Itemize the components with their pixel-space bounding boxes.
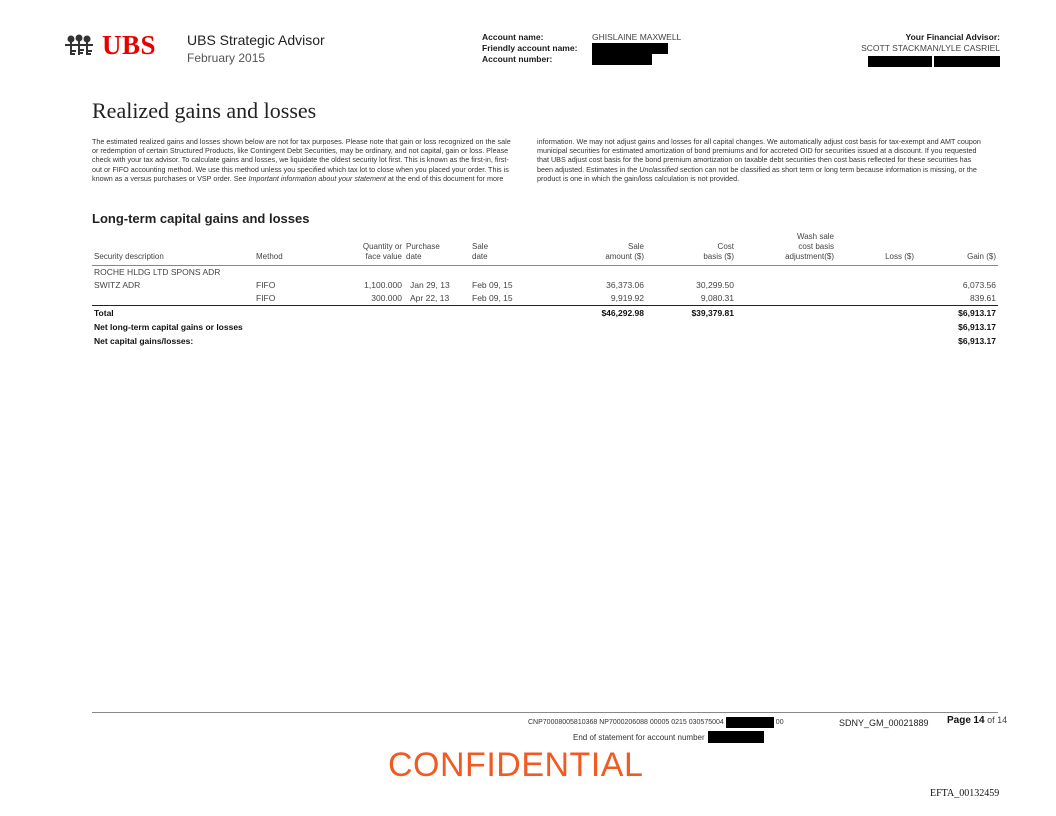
redaction-bar — [708, 731, 764, 743]
cell-quantity: 300.000 — [371, 293, 402, 303]
cell-wash — [736, 292, 836, 306]
intro-left-italic: Important information about your statement — [248, 173, 386, 183]
col-wash-1: Wash sale — [796, 232, 834, 241]
cell-security: SWITZ ADR — [94, 280, 141, 290]
cell-quantity: 1,100.000 — [364, 280, 402, 290]
col-sale-amt-1: Sale — [627, 242, 644, 251]
table-header-row — [92, 232, 998, 266]
col-cost — [646, 232, 736, 266]
col-gain: Gain ($) — [916, 232, 998, 266]
net-long-term-label: Net long-term capital gains or losses — [94, 321, 243, 332]
net-capital-row — [92, 334, 998, 348]
bates-number: SDNY_GM_00021889 — [839, 718, 929, 728]
advisor-label: Your Financial Advisor: — [905, 32, 1000, 42]
cell-sale-date: Feb 09, 15 — [472, 280, 513, 290]
confidential-stamp: CONFIDENTIAL — [388, 746, 644, 784]
cell-method: FIFO — [256, 293, 276, 303]
advisor-block — [861, 32, 1000, 67]
col-purchase-1: Purchase — [406, 242, 440, 251]
statement-period: February 2015 — [187, 51, 266, 65]
intro-left-end: at the end of this document for more — [387, 173, 504, 183]
redaction-bar — [592, 54, 652, 65]
page-number: 14 — [973, 715, 985, 726]
account-name-label: Account name: — [482, 32, 544, 42]
intro-right-text: information. We may not adjust gains and losses for all capital changes. We automatically adjust cost basis for tax-exempt and AMT coupon municipal securities for estimated amortization of bond premiums and for accreted OID for securities issued at a discount. If you requested that UBS adjust cost basis for the bond premium amortization on taxable debt securities then cost basis reflected for these securities has been adjusted. Estimates in the — [537, 137, 981, 174]
redaction-bar — [934, 56, 1000, 67]
cell-security — [92, 292, 254, 306]
ubs-logo — [62, 30, 156, 61]
intro-left-text: The estimated realized gains and losses shown below are not for tax purposes. Please note that gain or loss recognized on the sale or redemption of certain Structured Products, like Contingent Debt Securities, may be ordinary, and not capital, gain or loss. Please check with your tax advisor. To calculate gains and losses, we liquidate the oldest security lot first. This is known as the first-in, first-out or FIFO accounting method. We use this method unless you specified which tax lot to close when you placed your order. This is known as a versus purchases or VSP order. See — [92, 137, 511, 183]
cell-loss — [836, 292, 916, 306]
col-purchase — [404, 232, 470, 266]
table-row — [92, 279, 998, 292]
col-sale-amount — [536, 232, 646, 266]
statement-code-tail: 00 — [775, 719, 784, 726]
intro-right-end: section can not be classified as short term or long term because information is missing, or the product is one in which the gain/loss calculation is not provided. — [537, 164, 977, 183]
section-title: Long-term capital gains and losses — [92, 211, 310, 226]
col-loss: Loss ($) — [836, 232, 916, 266]
intro-right — [537, 137, 989, 183]
total-label: Total — [92, 306, 254, 321]
col-security: Security description — [92, 232, 254, 266]
logo-text: UBS — [102, 30, 157, 60]
col-cost-2: basis ($) — [703, 252, 734, 261]
end-of-statement-text: End of statement for account number — [573, 732, 705, 742]
col-wash-2: cost basis — [798, 242, 834, 251]
col-purchase-2: date — [406, 252, 422, 261]
col-sale-1: Sale — [472, 242, 489, 251]
col-sale-2: date — [472, 252, 488, 261]
end-of-statement — [573, 731, 764, 743]
col-method: Method — [254, 232, 314, 266]
friendly-name-label: Friendly account name: — [482, 43, 578, 53]
cell-purchase: Jan 29, 13 — [410, 280, 450, 290]
product-name: UBS Strategic Advisor — [187, 32, 325, 48]
col-wash — [736, 232, 836, 266]
cell-gain: 6,073.56 — [962, 280, 996, 290]
cell-method: FIFO — [256, 280, 276, 290]
col-quantity-2: face value — [365, 252, 402, 261]
efta-id: EFTA_00132459 — [930, 788, 1000, 799]
cell-sale-amount: 36,373.06 — [606, 280, 644, 290]
col-quantity — [314, 232, 404, 266]
net-long-term-row — [92, 320, 998, 334]
statement-code — [528, 717, 784, 728]
security-name-line1: ROCHE HLDG LTD SPONS ADR — [94, 267, 221, 277]
cell-purchase: Apr 22, 13 — [410, 293, 450, 303]
cell-wash — [736, 279, 836, 292]
footer-divider — [92, 712, 998, 713]
cell-gain: 839.61 — [970, 293, 996, 303]
page-indicator — [947, 715, 1007, 726]
redaction-bar — [726, 717, 774, 728]
account-block — [482, 32, 681, 65]
product-block — [187, 32, 325, 65]
advisor-redactions — [861, 56, 1000, 67]
advisor-names: SCOTT STACKMAN/LYLE CASRIEL — [861, 43, 1000, 53]
total-gain: $6,913.17 — [916, 306, 998, 321]
col-cost-1: Cost — [717, 242, 734, 251]
cell-cost: 30,299.50 — [696, 280, 734, 290]
total-cost: $39,379.81 — [646, 306, 736, 321]
gains-losses-table — [92, 232, 998, 348]
net-capital-gain: $6,913.17 — [958, 335, 996, 346]
page-label: Page — [947, 715, 971, 726]
net-long-term-gain: $6,913.17 — [958, 321, 996, 332]
col-wash-3: adjustment($) — [785, 252, 834, 261]
cell-cost: 9,080.31 — [700, 293, 734, 303]
col-sale-amt-2: amount ($) — [605, 252, 644, 261]
col-quantity-1: Quantity or — [362, 242, 402, 251]
account-name-value: GHISLAINE MAXWELL — [592, 32, 682, 42]
cell-sale-date: Feb 09, 15 — [472, 293, 513, 303]
redaction-bar — [592, 43, 668, 54]
cell-loss — [836, 279, 916, 292]
col-sale-date — [470, 232, 536, 266]
intro-left — [92, 137, 518, 183]
cell-sale-amount: 9,919.92 — [610, 293, 644, 303]
total-row — [92, 306, 998, 321]
redaction-bar — [868, 56, 932, 67]
keys-icon — [62, 33, 96, 59]
account-number-label: Account number: — [482, 54, 553, 64]
table-row — [92, 266, 998, 280]
net-capital-label: Net capital gains/losses: — [94, 335, 194, 346]
total-sale-amount: $46,292.98 — [536, 306, 646, 321]
table-row — [92, 292, 998, 306]
page-title: Realized gains and losses — [92, 98, 317, 123]
page-total: of 14 — [987, 715, 1008, 725]
statement-code-text: CNP70008005810368 NP7000206088 00005 0215 030575004 — [528, 719, 724, 726]
intro-right-italic: Unclassified — [639, 164, 679, 174]
